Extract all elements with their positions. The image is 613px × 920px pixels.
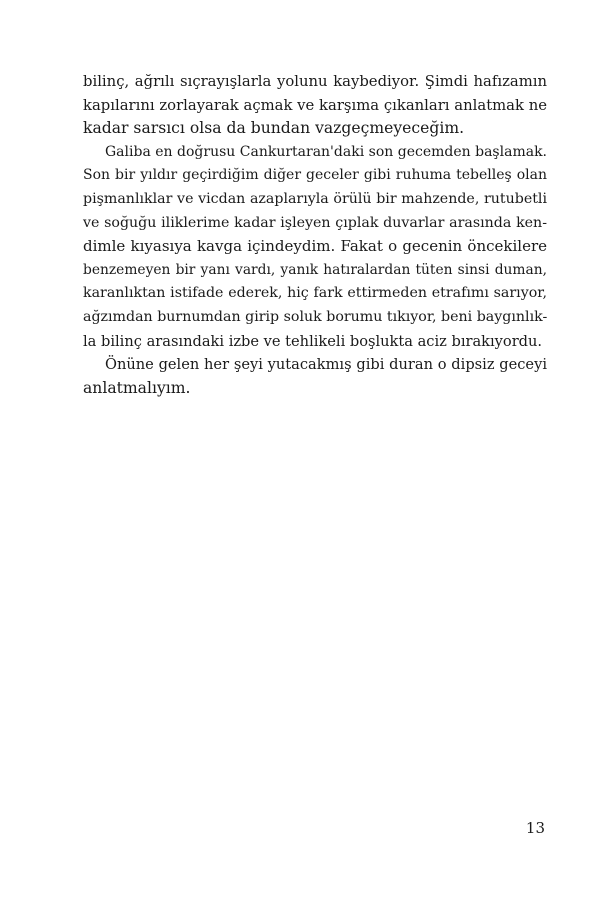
text-line: kadar sarsıcı olsa da bundan vazgeçmeyeceğim. bbox=[83, 119, 465, 138]
paragraph-2 bbox=[83, 141, 547, 353]
text-line: Önüne gelen her şeyi yutacakmış gibi duran o dipsiz geceyi bbox=[105, 356, 547, 374]
text-line: benzemeyen bir yanı vardı, yanık hatıralardan tüten sinsi duman, bbox=[83, 261, 547, 278]
text-line: dimle kıyasıya kavga içindeydim. Fakat o gecenin öncekilere bbox=[83, 237, 547, 256]
page-number: 13 bbox=[525, 819, 545, 837]
text-line: Son bir yıldır geçirdiğim diğer geceler gibi ruhuma tebelleş olan bbox=[83, 167, 547, 184]
text-line: Galiba en doğrusu Cankurtaran'daki son gecemden başlamak. bbox=[105, 143, 547, 160]
text-line: kapılarını zorlayarak açmak ve karşıma çıkanları anlatmak ne bbox=[83, 96, 547, 114]
body-text bbox=[83, 70, 547, 400]
text-line: bilinç, ağrılı sıçrayışlarla yolunu kaybediyor. Şimdi hafızamın bbox=[83, 73, 547, 90]
text-line: ağzımdan burnumdan girip soluk borumu tıkıyor, beni baygınlık- bbox=[83, 308, 548, 325]
text-line: anlatmalıyım. bbox=[83, 378, 191, 397]
text-line: karanlıktan istifade ederek, hiç fark ettirmeden etrafımı sarıyor, bbox=[83, 285, 547, 302]
paragraph-3 bbox=[83, 353, 547, 400]
text-line: la bilinç arasındaki izbe ve tehlikeli boşlukta aciz bırakıyordu. bbox=[83, 332, 543, 350]
text-line: ve soğuğu iliklerime kadar işleyen çıplak duvarlar arasında ken- bbox=[83, 214, 547, 231]
paragraph-1 bbox=[83, 70, 547, 141]
text-line: pişmanlıklar ve vicdan azaplarıyla örülü bir mahzende, rutubetli bbox=[83, 190, 547, 207]
